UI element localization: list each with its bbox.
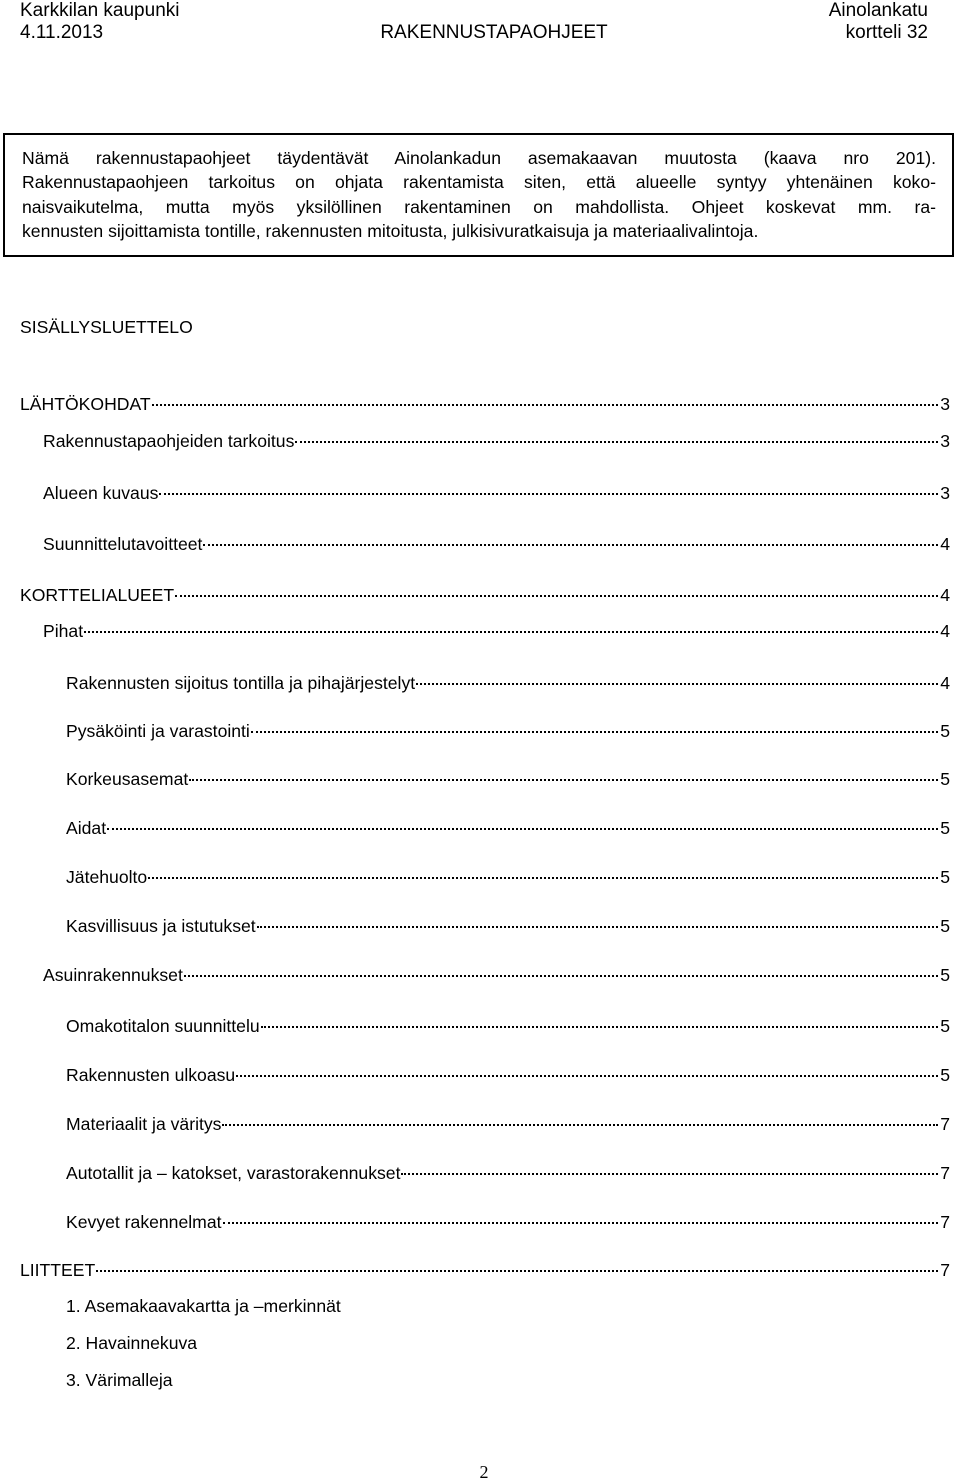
header-location: Ainolankatu [828, 0, 928, 21]
toc-entry-page: 7 [940, 1163, 950, 1183]
toc-entry-page: 7 [940, 1260, 950, 1280]
toc-entry[interactable] [20, 584, 950, 606]
toc-entry-page: 5 [940, 1065, 950, 1085]
toc-entry-label: LÄHTÖKOHDAT [20, 394, 151, 414]
page-number: 2 [479, 1462, 489, 1482]
toc-entry-label: KORTTELIALUEET [20, 585, 175, 605]
toc-entry[interactable] [66, 768, 950, 790]
toc-entry-page: 5 [940, 965, 950, 985]
toc-entry[interactable] [66, 915, 950, 937]
toc-entry-label: Suunnittelutavoitteet [43, 534, 203, 554]
toc-title: SISÄLLYSLUETTELO [20, 317, 193, 337]
toc-entry-page: 5 [940, 769, 950, 789]
toc-entry-label: LIITTEET [20, 1260, 96, 1280]
toc-entry-label: Jätehuolto [66, 867, 148, 887]
toc-entry-label: Alueen kuvaus [43, 483, 159, 503]
toc-leader-dots [261, 1026, 939, 1028]
toc-leader-dots [222, 1124, 938, 1126]
toc-entry[interactable] [20, 393, 950, 415]
toc-entry-page: 5 [940, 867, 950, 887]
toc-entry[interactable] [66, 672, 950, 694]
toc-entry-label: Materiaalit ja väritys [66, 1114, 222, 1134]
toc-leader-dots [96, 1270, 938, 1272]
toc-leader-dots [152, 404, 939, 406]
toc-leader-dots [295, 441, 938, 443]
toc-entry-label: Rakennusten ulkoasu [66, 1065, 236, 1085]
intro-line: kennusten sijoittamista tontille, rakennusten mitoitusta, julkisivuratkaisuja ja materiaalivalintoja. [22, 221, 759, 242]
toc-leader-dots [401, 1173, 938, 1175]
toc-entry-page: 3 [940, 431, 950, 451]
toc-entry[interactable] [43, 482, 950, 504]
toc-leader-dots [236, 1075, 938, 1077]
header-title: RAKENNUSTAPAOHJEET [380, 22, 608, 43]
toc-entry-page: 7 [940, 1114, 950, 1134]
toc-entry-page: 4 [940, 534, 950, 554]
toc-entry[interactable] [66, 817, 950, 839]
toc-entry-label: Rakennustapaohjeiden tarkoitus [43, 431, 295, 451]
appendix-item: 2. Havainnekuva [66, 1333, 198, 1353]
toc-entry-label: Kasvillisuus ja istutukset [66, 916, 256, 936]
toc-entry-page: 4 [940, 585, 950, 605]
toc-leader-dots [203, 544, 938, 546]
toc-entry-label: Kevyet rakennelmat [66, 1212, 222, 1232]
toc-leader-dots [416, 683, 938, 685]
toc-leader-dots [257, 926, 939, 928]
toc-entry-page: 4 [940, 621, 950, 641]
toc-entry[interactable] [66, 1113, 950, 1135]
toc-leader-dots [175, 595, 938, 597]
toc-entry-page: 5 [940, 818, 950, 838]
toc-entry[interactable] [43, 533, 950, 555]
intro-box [3, 133, 954, 257]
toc-entry-page: 3 [940, 394, 950, 414]
toc-leader-dots [148, 877, 938, 879]
toc-leader-dots [107, 828, 938, 830]
toc-entry[interactable] [20, 1259, 950, 1281]
toc-entry-label: Autotallit ja – katokset, varastorakennukset [66, 1163, 401, 1183]
toc-entry[interactable] [66, 1162, 950, 1184]
toc-entry[interactable] [43, 620, 950, 642]
appendix-item: 3. Värimalleja [66, 1370, 173, 1390]
toc-entry[interactable] [66, 720, 950, 742]
header-right [829, 0, 928, 44]
toc-entry-page: 5 [940, 1016, 950, 1036]
header-date: 4.11.2013 [20, 22, 104, 43]
appendix-item: 1. Asemakaavakartta ja –merkinnät [66, 1296, 341, 1316]
toc-entry-label: Pihat [43, 621, 84, 641]
intro-line: Nämä rakennustapaohjeet täydentävät Ainolankadun asemakaavan muutosta (kaava nro 201). [22, 148, 936, 168]
toc-entry-label: Pysäköinti ja varastointi [66, 721, 250, 741]
toc-leader-dots [159, 493, 938, 495]
toc-entry-label: Korkeusasemat [66, 769, 189, 789]
toc-entry-label: Aidat [66, 818, 107, 838]
toc-entry-page: 3 [940, 483, 950, 503]
toc-leader-dots [189, 779, 938, 781]
toc-entry[interactable] [43, 964, 950, 986]
toc-entry-label: Rakennusten sijoitus tontilla ja pihajärjestelyt [66, 673, 416, 693]
toc-leader-dots [184, 975, 938, 977]
toc-entry[interactable] [66, 1211, 950, 1233]
toc-entry-label: Omakotitalon suunnittelu [66, 1016, 260, 1036]
header-organization: Karkkilan kaupunki [20, 0, 180, 21]
toc-entry-page: 7 [940, 1212, 950, 1232]
toc-entry[interactable] [43, 430, 950, 452]
toc-entry-label: Asuinrakennukset [43, 965, 183, 985]
toc-entry[interactable] [66, 1064, 950, 1086]
header-block: kortteli 32 [845, 22, 928, 43]
toc-entry-page: 4 [940, 673, 950, 693]
intro-line: naisvaikutelma, mutta myös yksilöllinen rakentaminen on mahdollista. Ohjeet koskevat mm. ra- [22, 196, 936, 217]
intro-line: Rakennustapaohjeen tarkoitus on ohjata rakentamista siten, että alueelle syntyy yhtenäinen koko- [22, 172, 936, 193]
toc-entry[interactable] [66, 866, 950, 888]
toc-leader-dots [84, 631, 938, 633]
toc-entry-page: 5 [940, 916, 950, 936]
toc-entry-page: 5 [940, 721, 950, 741]
toc-entry[interactable] [66, 1015, 950, 1037]
toc-leader-dots [223, 1222, 939, 1224]
toc-leader-dots [251, 731, 938, 733]
